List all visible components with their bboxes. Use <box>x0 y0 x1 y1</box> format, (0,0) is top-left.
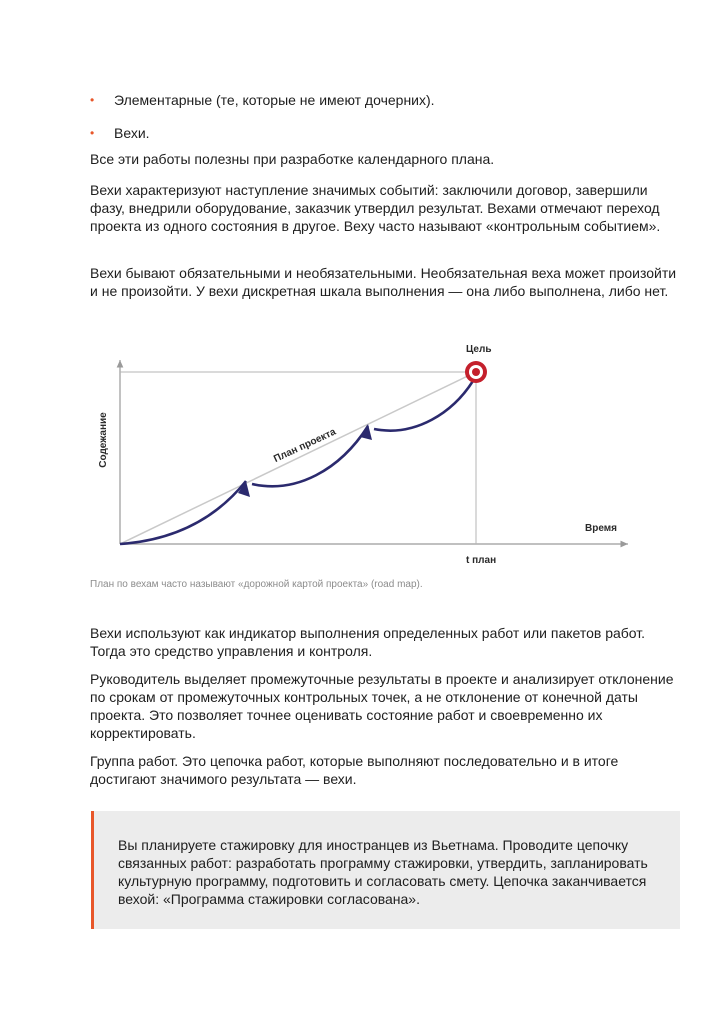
paragraph-milestone-indicator: Вехи используют как индикатор выполнения определенных работ или пакетов работ. Тогда это средство управления и контроля. <box>90 625 646 659</box>
goal-label: Цель <box>466 344 492 355</box>
callout-text: Вы планируете стажировку для иностранцев из Вьетнама. Проводите цепочку связанных работ: разработать программу стажировки, утвердить, запланировать культурную программу, подготовить и согласовать смету. Цепочка заканчивается вехой: «Программа стажировки согласована». <box>118 837 648 907</box>
plan-path-label: План проекта <box>272 426 338 465</box>
x-axis-label: Время <box>585 523 617 534</box>
list-item <box>90 91 690 110</box>
t-plan-label: t план <box>466 555 497 566</box>
example-callout <box>91 811 680 929</box>
paragraph-milestone-types: Вехи бывают обязательными и необязательными. Необязательная веха может произойти и не произойти. У вехи дискретная шкала выполнения — она либо выполнена, либо нет. <box>90 265 677 299</box>
paragraph-manager-deviation: Руководитель выделяет промежуточные результаты в проекте и анализирует отклонение по срокам от промежуточных контрольных точек, а не отклонение от конечной даты проекта. Это позволяет точнее оценивать состояние работ и своевременно их корректировать. <box>90 671 674 741</box>
list-item-text: Вехи. <box>114 125 150 141</box>
list-item-text: Элементарные (те, которые не имеют дочерних). <box>114 92 435 108</box>
bullet-icon: • <box>90 93 95 107</box>
list-item <box>90 124 690 143</box>
bullet-icon: • <box>90 126 95 140</box>
milestone-path-segment-2 <box>252 426 368 486</box>
diagram-caption: План по вехам часто называют «дорожной картой проекта» (road map). <box>90 579 423 590</box>
target-center <box>472 368 480 376</box>
plan-straight-line <box>120 372 476 544</box>
paragraph-calendar-plan: Все эти работы полезны при разработке календарного плана. <box>90 151 495 167</box>
milestone-diagram <box>88 336 648 572</box>
y-axis-label: Содежание <box>98 412 109 468</box>
paragraph-work-group: Группа работ. Это цепочка работ, которые выполняют последовательно и в итоге достигают значимого результата — вехи. <box>90 753 619 787</box>
paragraph-milestones-definition: Вехи характеризуют наступление значимых событий: заключили договор, завершили фазу, внедрили оборудование, заказчик утвердил результат. Вехами отмечают переход проекта из одного состояния в другое. Веху часто называют «контрольным событием». <box>90 182 661 234</box>
milestone-path-segment-3 <box>374 376 476 431</box>
work-type-list <box>90 91 690 157</box>
